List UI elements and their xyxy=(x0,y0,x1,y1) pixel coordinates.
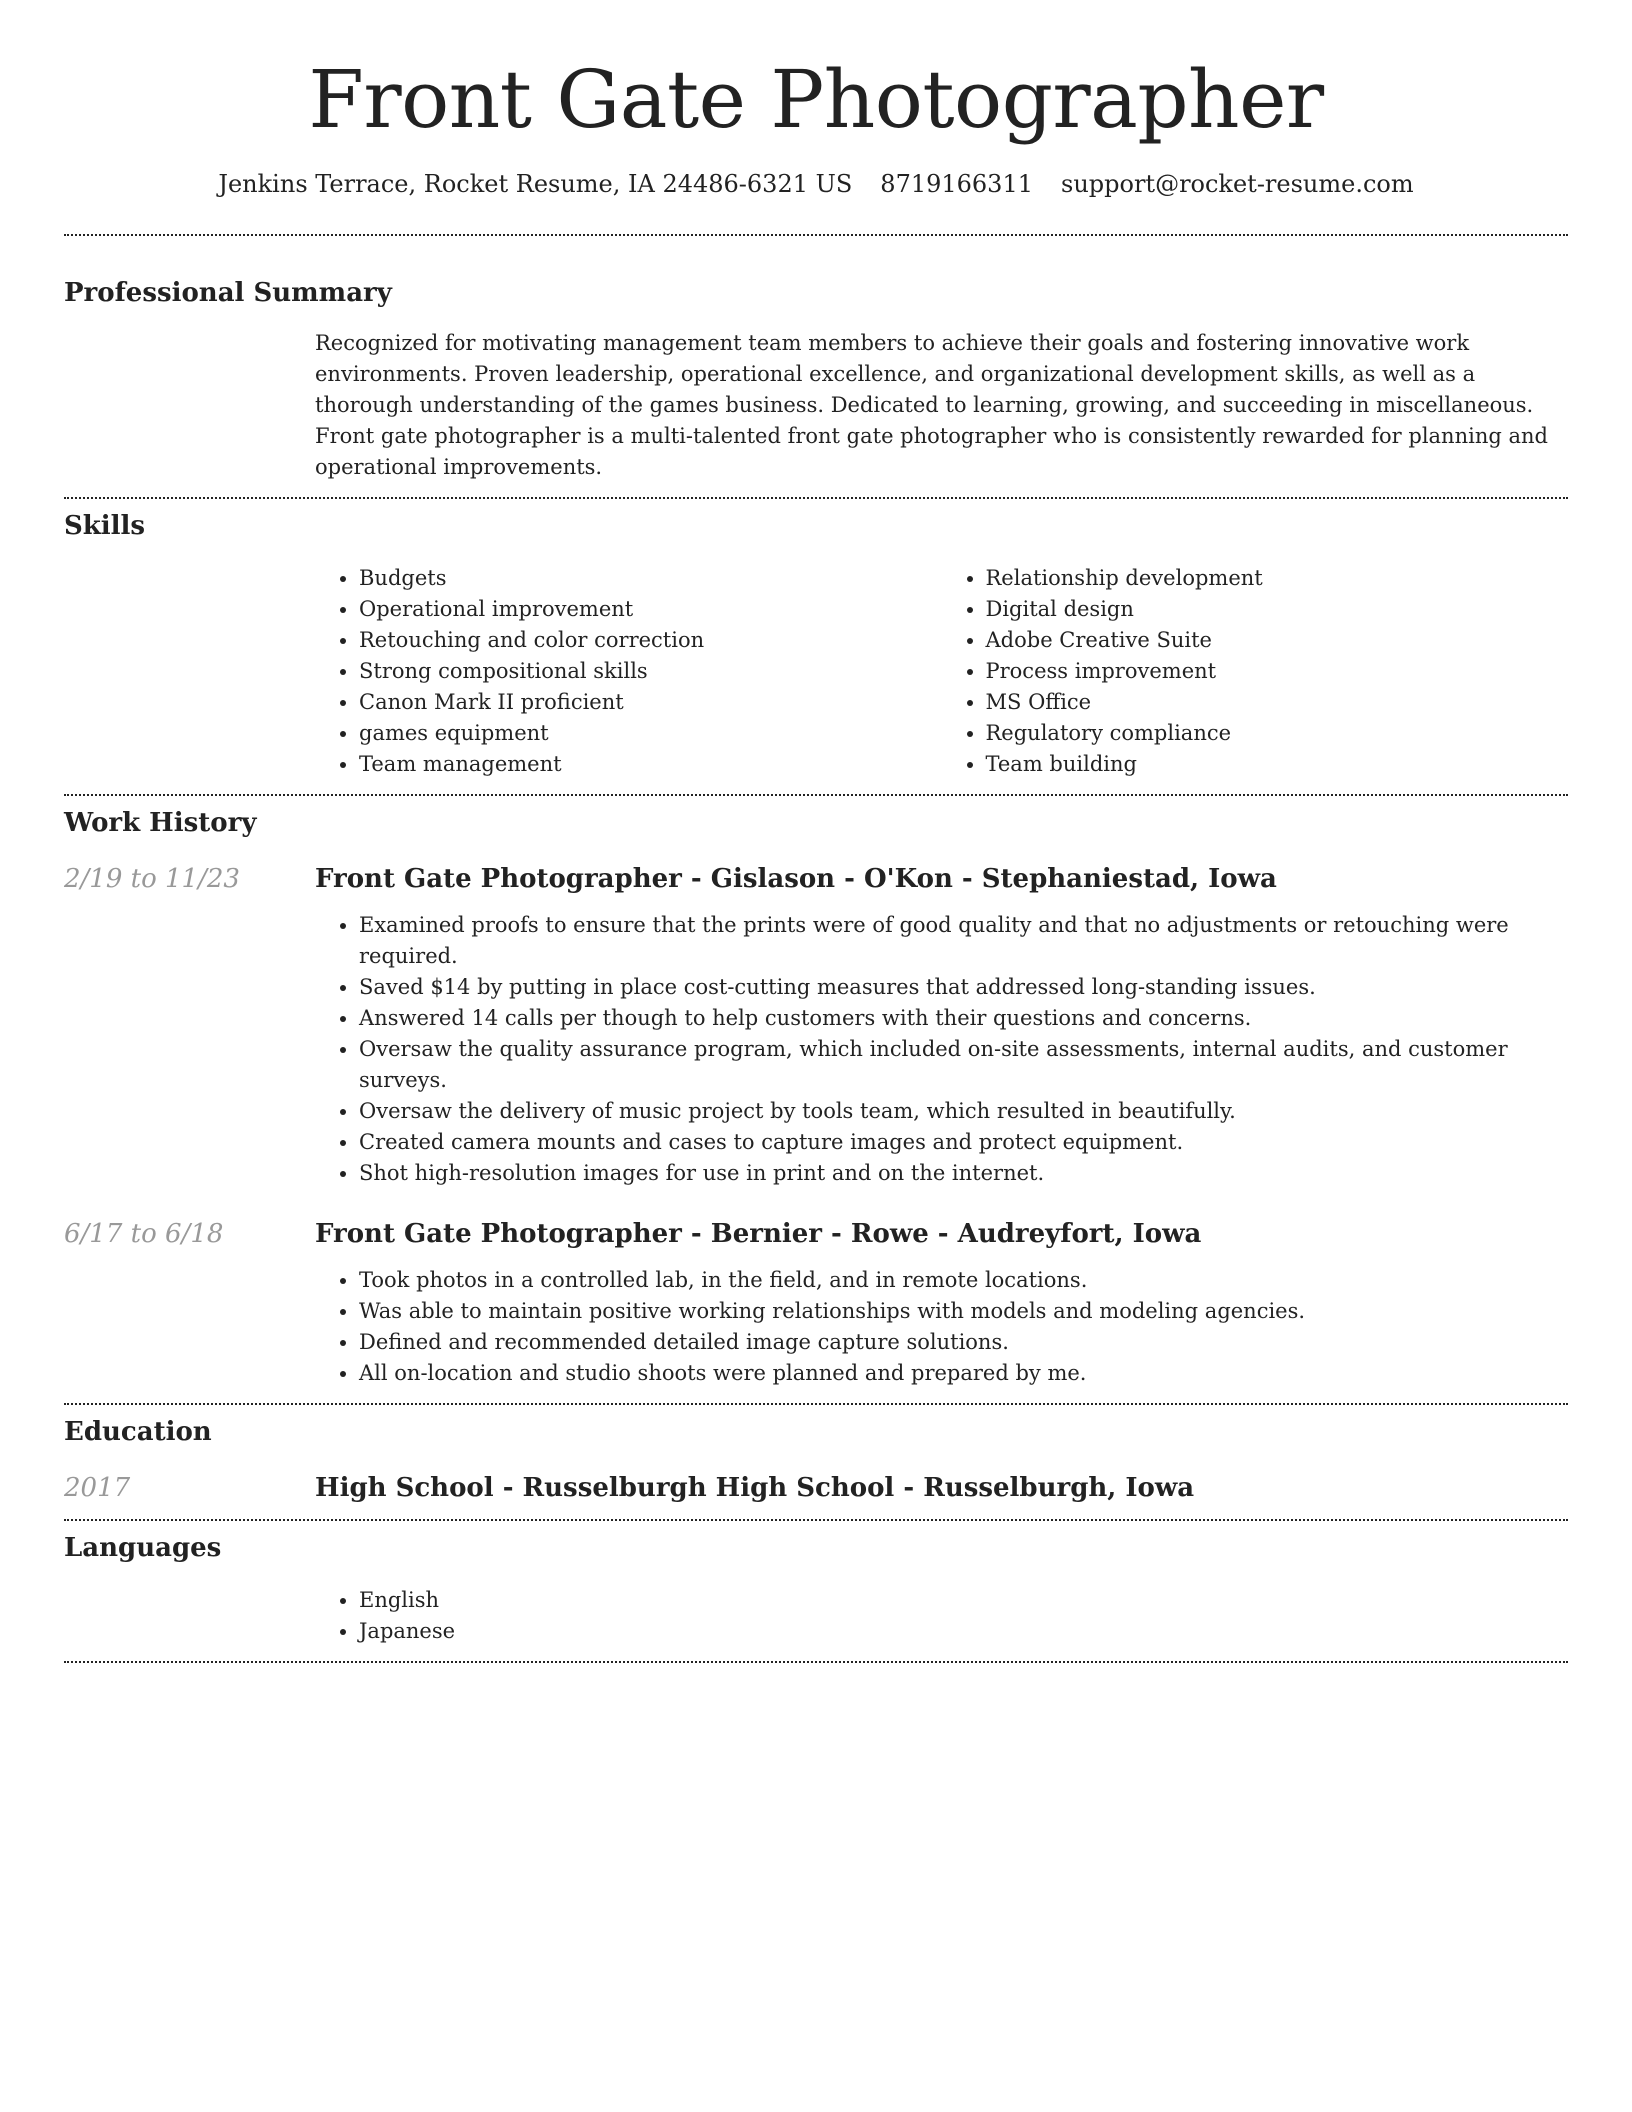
list-item: • Team management xyxy=(359,749,897,780)
job-bullets xyxy=(315,1265,1568,1389)
list-item: • Canon Mark II proficient xyxy=(359,687,897,718)
list-item: • Was able to maintain positive working relationships with models and modeling agencies. xyxy=(359,1296,1568,1327)
list-item: • Budgets xyxy=(359,563,897,594)
section-divider xyxy=(64,234,1568,236)
list-item: • games equipment xyxy=(359,718,897,749)
list-item: • Answered 14 calls per though to help customers with their questions and concerns. xyxy=(359,1003,1568,1034)
contact-email: support@rocket-resume.com xyxy=(1061,170,1414,198)
job-dates: 2/19 to 11/23 xyxy=(64,864,240,894)
contact-line xyxy=(64,168,1568,200)
section-divider xyxy=(64,1661,1568,1663)
list-item: • Took photos in a controlled lab, in the field, and in remote locations. xyxy=(359,1265,1568,1296)
summary-title: Professional Summary xyxy=(64,278,392,308)
section-divider xyxy=(64,794,1568,796)
list-item: • Retouching and color correction xyxy=(359,625,897,656)
resume-page xyxy=(64,0,1568,1663)
job-dates: 6/17 to 6/18 xyxy=(64,1219,224,1249)
list-item: • Oversaw the delivery of music project by tools team, which resulted in beautifully. xyxy=(359,1096,1568,1127)
summary-text: Recognized for motivating management team members to achieve their goals and fostering innovative work environments. Proven leadership, operational excellence, and organizational development skills, as well as a thorough understanding of the games business. Dedicated to learning, growing, and succeeding in miscellaneous. Front gate photographer is a multi-talented front gate photographer who is consistently rewarded for planning and operational improvements. xyxy=(315,331,1548,479)
list-item: • Relationship development xyxy=(986,563,1524,594)
languages-list xyxy=(315,1585,1568,1647)
skills-list-right xyxy=(942,563,1524,780)
education-entry xyxy=(64,1471,1568,1505)
skills-list-left xyxy=(315,563,897,780)
education-title: Education xyxy=(64,1417,212,1447)
list-item: • Process improvement xyxy=(986,656,1524,687)
candidate-name: Front Gate Photographer xyxy=(308,53,1324,146)
education-heading: High School - Russelburgh High School - Russelburgh, Iowa xyxy=(315,1473,1195,1503)
job-heading: Front Gate Photographer - Gislason - O'Kon - Stephaniestad, Iowa xyxy=(315,864,1277,894)
list-item: • Regulatory compliance xyxy=(986,718,1524,749)
list-item: • Team building xyxy=(986,749,1524,780)
skills-title: Skills xyxy=(64,511,146,541)
contact-phone: 8719166311 xyxy=(880,170,1033,198)
list-item: • Created camera mounts and cases to capture images and protect equipment. xyxy=(359,1127,1568,1158)
list-item: • Strong compositional skills xyxy=(359,656,897,687)
job-entry xyxy=(64,862,1568,1189)
job-entry xyxy=(64,1217,1568,1389)
languages-title: Languages xyxy=(64,1533,222,1563)
list-item: • All on-location and studio shoots were planned and prepared by me. xyxy=(359,1358,1568,1389)
job-heading: Front Gate Photographer - Bernier - Rowe - Audreyfort, Iowa xyxy=(315,1219,1202,1249)
list-item: • Adobe Creative Suite xyxy=(986,625,1524,656)
list-item: • English xyxy=(359,1585,1568,1616)
education-year: 2017 xyxy=(64,1473,131,1503)
list-item: • Defined and recommended detailed image capture solutions. xyxy=(359,1327,1568,1358)
contact-address: Jenkins Terrace, Rocket Resume, IA 24486-6321 US xyxy=(218,170,853,198)
list-item: • MS Office xyxy=(986,687,1524,718)
section-divider xyxy=(64,497,1568,499)
list-item: • Examined proofs to ensure that the prints were of good quality and that no adjustments or retouching were required. xyxy=(359,910,1568,972)
list-item: • Shot high-resolution images for use in print and on the internet. xyxy=(359,1158,1568,1189)
work-title: Work History xyxy=(64,808,257,838)
list-item: • Saved $14 by putting in place cost-cutting measures that addressed long-standing issues. xyxy=(359,972,1568,1003)
list-item: • Digital design xyxy=(986,594,1524,625)
list-item: • Operational improvement xyxy=(359,594,897,625)
list-item: • Japanese xyxy=(359,1616,1568,1647)
job-bullets xyxy=(315,910,1568,1189)
list-item: • Oversaw the quality assurance program, which included on-site assessments, internal audits, and customer surveys. xyxy=(359,1034,1568,1096)
section-divider xyxy=(64,1403,1568,1405)
section-divider xyxy=(64,1519,1568,1521)
